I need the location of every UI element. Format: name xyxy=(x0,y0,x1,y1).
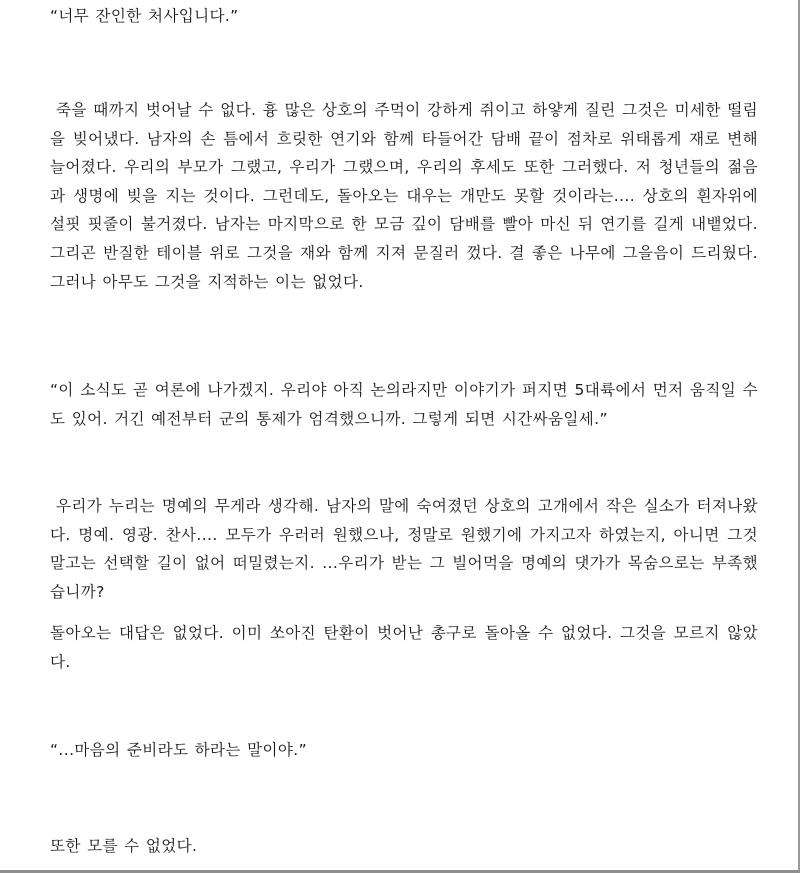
narrative-paragraph-1: 죽을 때까지 벗어날 수 없다. 흉 많은 상호의 주먹이 강하게 쥐이고 하얗게 질린 그것은 미세한 떨림을 빚어냈다. 남자의 손 틈에서 흐릿한 연기와 함께 타들어간 담배 끝이 점차로 위태롭게 재로 변해 늘어졌다. 우리의 부모가 그랬고, 우리가 그랬으며, 우리의 후세도 또한 그러했다. 저 청년들의 젊음과 생명에 빚을 지는 것이다. 그런데도, 돌아오는 대우는 개만도 못할 것이라는.... 상호의 흰자위에 설핏 핏줄이 불거졌다. 남자는 마지막으로 한 모금 깊이 담배를 빨아 마신 뒤 연기를 길게 내뱉었다. 그리곤 반질한 테이블 위로 그것을 재와 함께 지져 문질러 껐다. 결 좋은 나무에 그을음이 드리웠다. 그러나 아무도 그것을 지적하는 이는 없었다. xyxy=(50,101,759,291)
narrative-paragraph-3: 돌아오는 대답은 없었다. 이미 쏘아진 탄환이 벗어난 총구로 돌아올 수 없었다. 그것을 모르지 않았다. xyxy=(50,624,758,671)
dialogue-paragraph-2: “이 소식도 곧 여론에 나가겠지. 우리야 아직 논의라지만 이야기가 퍼지면 5대륙에서 먼저 움직일 수도 있어. 거긴 예전부터 군의 통제가 엄격했으니까. 그렇게 되면 시간싸움일세.” xyxy=(50,381,758,428)
dialogue-paragraph-3: “...마음의 준비라도 하라는 말이야.” xyxy=(50,741,307,759)
dialogue-paragraph-1: “너무 잔인한 처사입니다.” xyxy=(50,7,239,25)
narrative-paragraph-2: 우리가 누리는 명예의 무게라 생각해. 남자의 말에 숙여졌던 상호의 고개에서 작은 실소가 터져나왔다. 명예. 영광. 찬사.... 모두가 우러러 원했으나, 정말로 원했기에 가지고자 하였는지, 아니면 그것 말고는 선택할 길이 없어 떠밀렸는지. ...우리가 받는 그 빌어먹을 명예의 댓가가 목숨으로는 부족했습니까? xyxy=(50,497,758,601)
closing-paragraph: 또한 모를 수 없었다. xyxy=(50,837,198,855)
